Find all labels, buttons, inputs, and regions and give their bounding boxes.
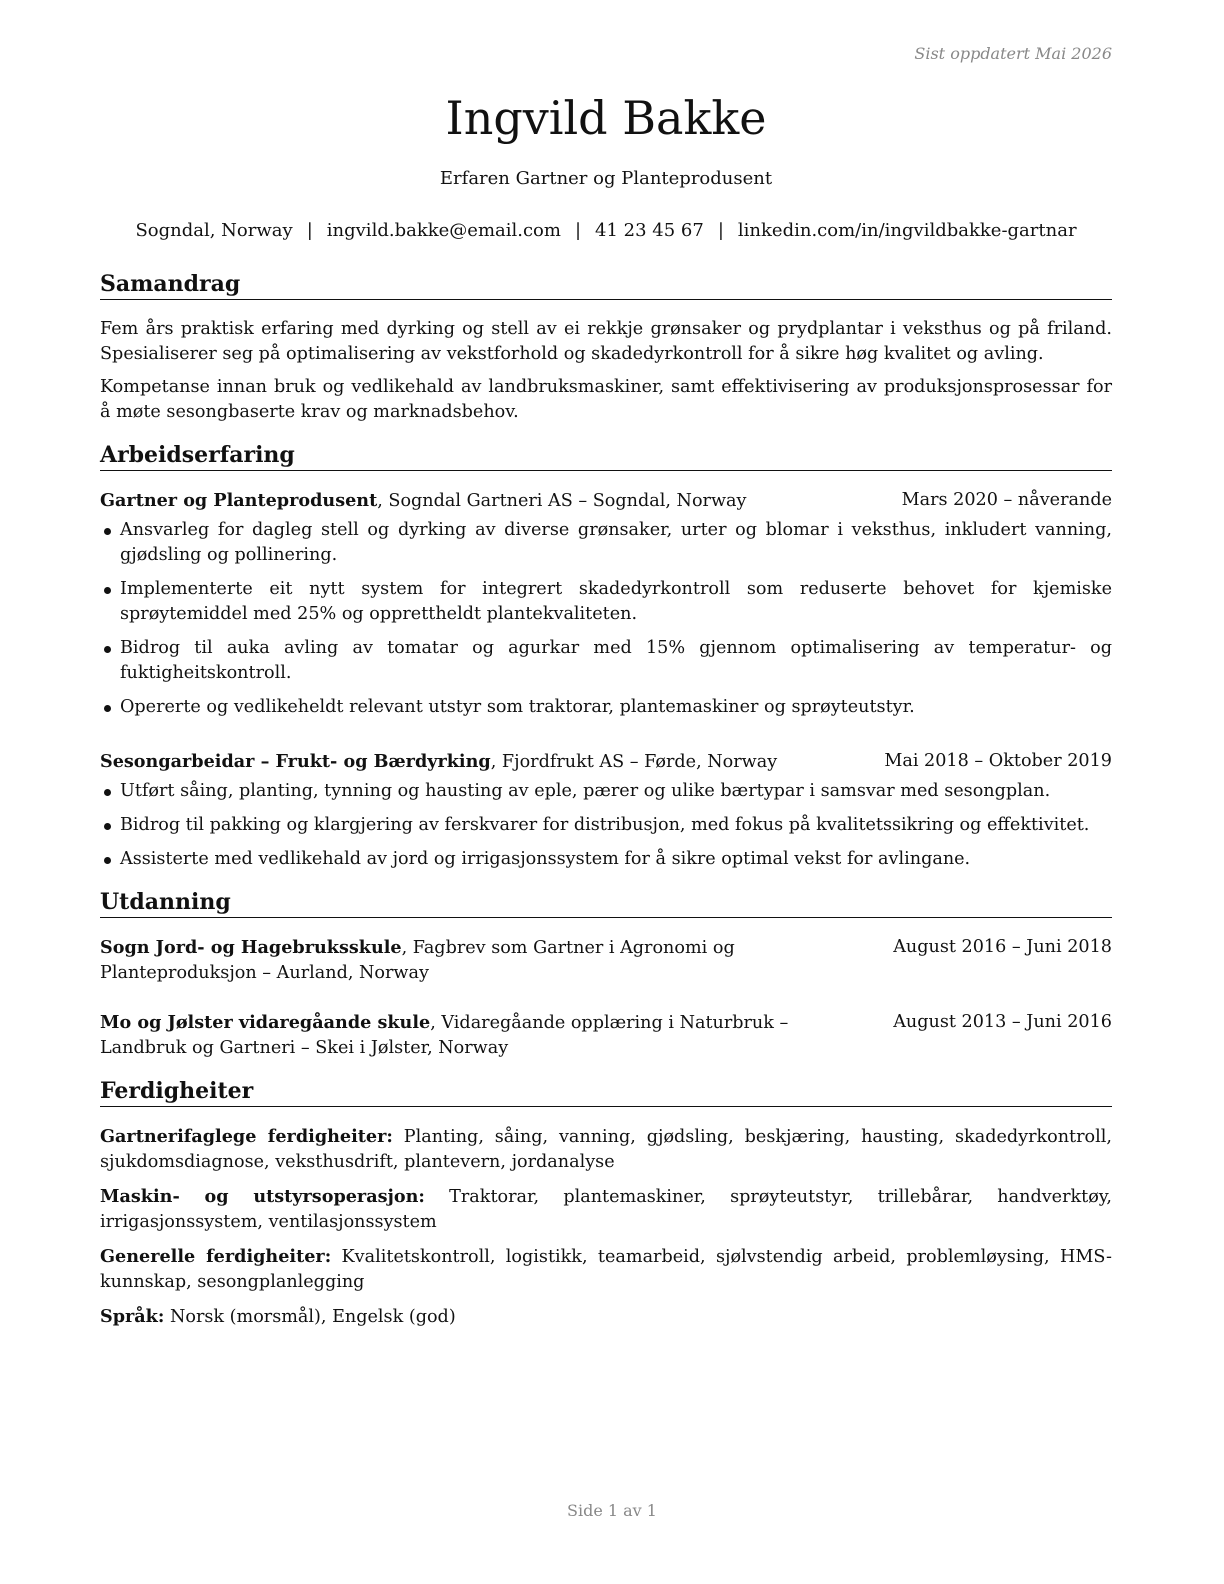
job-entry (100, 749, 1112, 872)
bullet-icon (104, 528, 111, 535)
skill-line (100, 1124, 1112, 1175)
skill-line (100, 1304, 1112, 1330)
contact-linkedin-link[interactable]: linkedin.com/in/ingvildbakke-gartnar (737, 220, 1077, 241)
contact-line (100, 218, 1112, 244)
job-dates: Mars 2020 – nåverande (901, 490, 1112, 510)
education-header (100, 1010, 1112, 1061)
education-header (100, 935, 1112, 986)
skill-label: Språk: (100, 1306, 165, 1327)
section-title-skills: Ferdigheiter (100, 1077, 1112, 1107)
contact-separator: | (306, 220, 313, 241)
job-bullets (100, 518, 1112, 720)
job-header (100, 749, 1112, 775)
job-bullet-text: Implementerte eit nytt system for integrert skadedyrkontroll som reduserte behovet for kjemiske sprøytemiddel med 25% og opprettheldt plantekvaliteten. (120, 579, 1112, 624)
job-role: Sesongarbeidar – Frukt- og Bærdyrking (100, 751, 491, 772)
school-details: , Vidaregåande opplæring i Naturbruk – Landbruk og Gartneri – Skei i Jølster, Norway (100, 1013, 789, 1058)
education-heading (100, 935, 873, 986)
skill-line (100, 1244, 1112, 1295)
bullet-icon (104, 646, 111, 653)
job-bullet (100, 577, 1112, 627)
bullet-icon (104, 587, 111, 594)
section-title-education: Utdanning (100, 888, 1112, 918)
job-header (100, 488, 1112, 514)
job-bullet (100, 813, 1112, 838)
contact-separator: | (717, 220, 724, 241)
school-name: Sogn Jord- og Hagebruksskule (100, 937, 402, 958)
job-bullet-text: Assisterte med vedlikehald av jord og irrigasjonssystem for å sikre optimal vekst for avlingane. (120, 849, 971, 869)
skill-label: Gartnerifaglege ferdigheiter: (100, 1126, 393, 1147)
summary-content (100, 317, 1112, 425)
job-bullet-text: Bidrog til pakking og klargjering av ferskvarer for distribusjon, med fokus på kvalitetssikring og effektivitet. (120, 815, 1090, 835)
job-bullet (100, 847, 1112, 872)
skill-value: Kvalitetskontroll, logistikk, teamarbeid, sjølvstendig arbeid, problemløysing, HMS-kunnskap, sesongplanlegging (100, 1247, 1112, 1292)
section-title-summary: Samandrag (100, 270, 1112, 300)
job-bullets (100, 779, 1112, 872)
skill-value: Traktorar, plantemaskiner, sprøyteutstyr, trillebårar, handverktøy, irrigasjonssystem, ventilasjonssystem (100, 1187, 1113, 1232)
summary-section (100, 270, 1112, 425)
bullet-icon (104, 823, 111, 830)
job-employer: , Sogndal Gartneri AS – Sogndal, Norway (377, 491, 747, 511)
bullet-icon (104, 789, 111, 796)
education-dates: August 2013 – Juni 2016 (893, 1012, 1112, 1032)
skills-content (100, 1124, 1112, 1330)
job-bullet-text: Opererte og vedlikeheldt relevant utstyr som traktorar, plantemaskiner og sprøyteutstyr. (120, 697, 915, 717)
job-heading (100, 749, 864, 775)
education-heading (100, 1010, 873, 1061)
resume-body (100, 270, 1112, 1339)
experience-section (100, 441, 1112, 872)
summary-paragraph: Fem års praktisk erfaring med dyrking og stell av ei rekkje grønsaker og prydplantar i veksthus og på friland. Spesialiserer seg på optimalisering av vekstforhold og skadedyrkontroll for å sikre høg kvalitet og avling. (100, 319, 1112, 364)
skill-line (100, 1184, 1112, 1235)
education-dates: August 2016 – Juni 2018 (893, 937, 1112, 957)
contact-email-link[interactable]: ingvild.bakke@email.com (326, 220, 561, 241)
school-name: Mo og Jølster vidaregåande skule (100, 1012, 431, 1033)
skill-label: Generelle ferdigheiter: (100, 1246, 332, 1267)
education-entry (100, 1010, 1112, 1061)
job-bullet (100, 695, 1112, 720)
contact-location: Sogndal, Norway (135, 220, 293, 241)
job-bullet-text: Bidrog til auka avling av tomatar og agurkar med 15% gjennom optimalisering av temperatur- og fuktigheitskontroll. (120, 638, 1112, 683)
job-employer: , Fjordfrukt AS – Førde, Norway (490, 752, 778, 772)
page-number: Side 1 av 1 (567, 1501, 657, 1520)
candidate-name: Ingvild Bakke (445, 91, 767, 145)
contact-separator: | (574, 220, 582, 241)
skill-value: Norsk (morsmål), Engelsk (god) (164, 1307, 456, 1327)
job-bullet-text: Utført såing, planting, tynning og hausting av eple, pærer og ulike bærtypar i samsvar med sesongplan. (120, 781, 1051, 801)
candidate-title: Erfaren Gartner og Planteprodusent (439, 168, 773, 189)
contact-phone: 41 23 45 67 (595, 220, 704, 241)
skill-label: Maskin- og utstyrsoperasjon: (100, 1186, 425, 1207)
job-bullet (100, 636, 1112, 686)
last-updated: Sist oppdatert Mai 2026 (914, 44, 1112, 63)
summary-paragraph: Kompetanse innan bruk og vedlikehald av landbruksmaskiner, samt effektivisering av produksjonsprosessar for å møte sesongbaserte krav og marknadsbehov. (100, 377, 1112, 422)
skill-value: Planting, såing, vanning, gjødsling, beskjæring, hausting, skadedyrkontroll, sjukdomsdiagnose, veksthusdrift, plantevern, jordanalyse (100, 1127, 1112, 1172)
job-dates: Mai 2018 – Oktober 2019 (884, 751, 1112, 771)
skills-section (100, 1077, 1112, 1330)
bullet-icon (104, 857, 111, 864)
job-bullet-text: Ansvarleg for dagleg stell og dyrking av diverse grønsaker, urter og blomar i veksthus, inkludert vanning, gjødsling og pollinering. (120, 520, 1112, 565)
job-role: Gartner og Planteprodusent (100, 490, 378, 511)
job-heading (100, 488, 882, 514)
education-section (100, 888, 1112, 1061)
section-title-experience: Arbeidserfaring (100, 441, 1112, 471)
job-bullet (100, 518, 1112, 568)
job-bullet (100, 779, 1112, 804)
job-entry (100, 488, 1112, 720)
school-details: , Fagbrev som Gartner i Agronomi og Planteproduksjon – Aurland, Norway (100, 938, 735, 983)
bullet-icon (104, 705, 111, 712)
education-entry (100, 935, 1112, 986)
